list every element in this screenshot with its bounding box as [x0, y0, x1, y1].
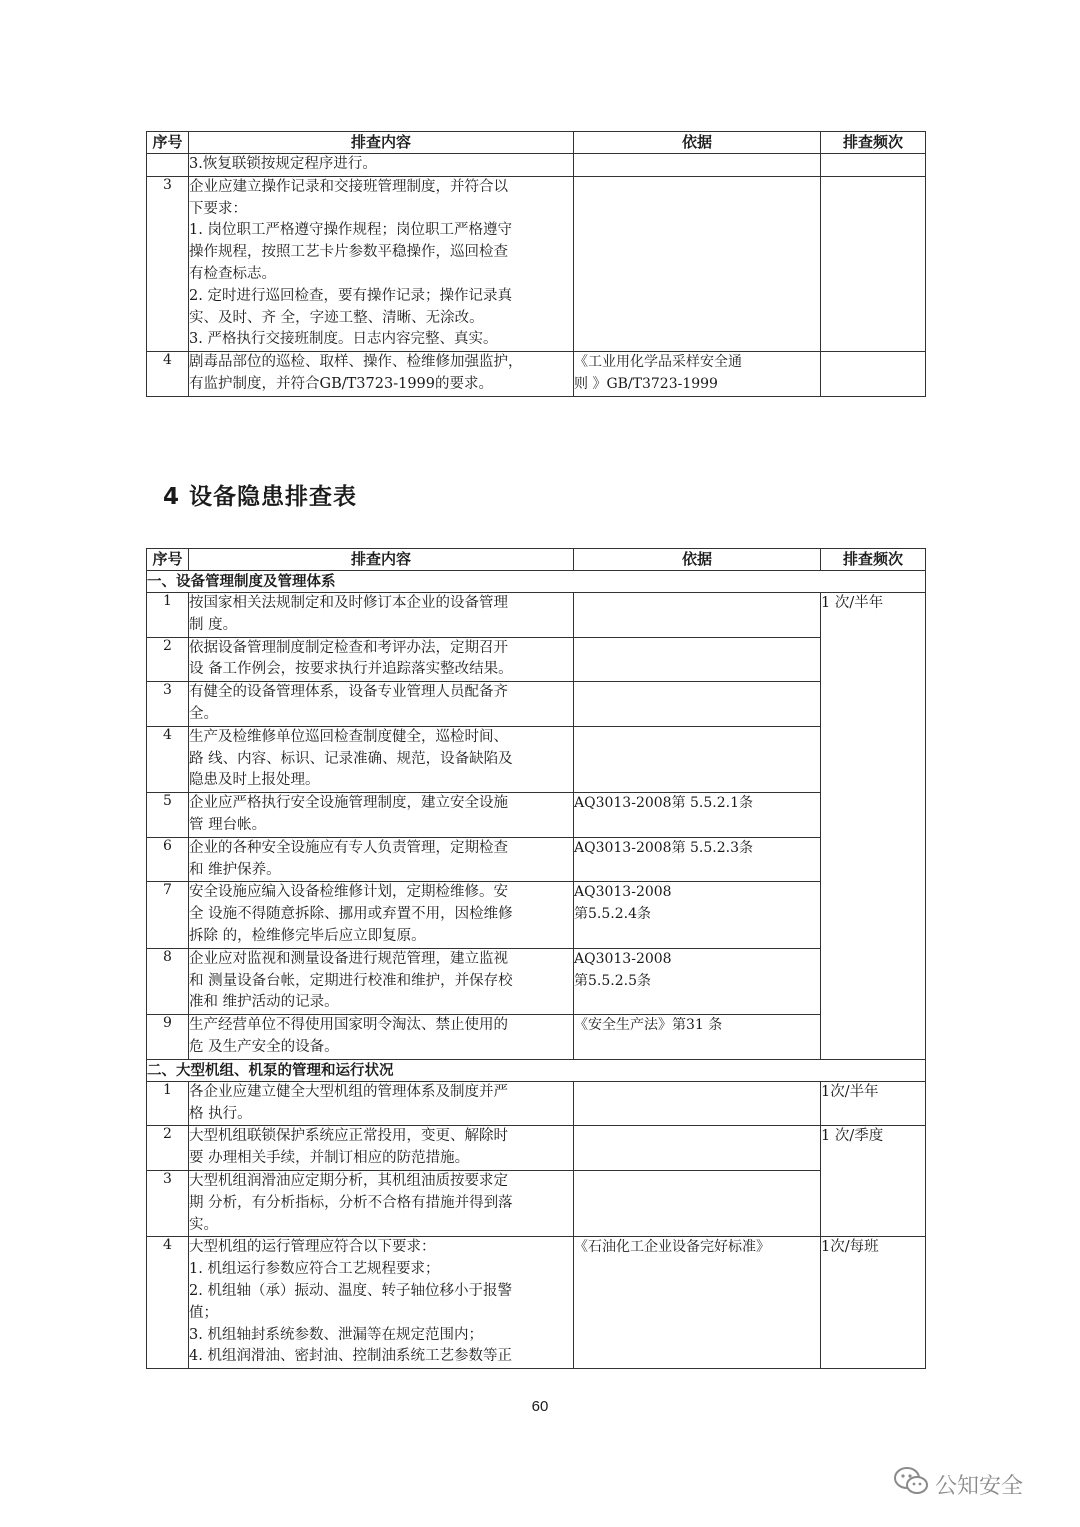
- row-freq: 1次/半年: [821, 1081, 926, 1126]
- content-line: 实、及时、齐 全，字迹工整、清晰、无涂改。: [189, 309, 484, 326]
- basis-line: 第5.5.2.5条: [574, 972, 651, 989]
- row-content: [189, 176, 574, 351]
- header-basis: 依据: [574, 549, 821, 571]
- basis-line: AQ3013-2008: [574, 950, 672, 967]
- header-content: 排查内容: [189, 132, 574, 154]
- table-row: [147, 793, 926, 838]
- table-row: [147, 352, 926, 397]
- row-no: 4: [147, 352, 189, 397]
- content-line: 准和 维护活动的记录。: [189, 994, 339, 1011]
- table-row: [147, 1237, 926, 1369]
- content-line: 3.恢复联锁按规定程序进行。: [189, 156, 377, 172]
- row-content: [189, 637, 574, 682]
- row-basis: [574, 837, 821, 882]
- header-no: 序号: [147, 549, 189, 571]
- row-content: [189, 726, 574, 792]
- basis-line: AQ3013-2008第 5.5.2.3条: [574, 839, 754, 856]
- basis-line: 第5.5.2.4条: [574, 906, 651, 923]
- table-row: [147, 637, 926, 682]
- row-basis: [574, 1081, 821, 1126]
- row-freq: 1 次/半年: [821, 593, 926, 1060]
- table-row: [147, 1015, 926, 1060]
- row-content: [189, 352, 574, 397]
- row-basis: [574, 352, 821, 397]
- row-basis: [574, 793, 821, 838]
- row-basis: [574, 726, 821, 792]
- table-row: [147, 1170, 926, 1236]
- table-row: [147, 176, 926, 351]
- row-content: [189, 154, 574, 177]
- content-line: 有健全的设备管理体系，设备专业管理人员配备齐: [189, 684, 508, 701]
- row-content: [189, 682, 574, 727]
- hazard-table-continued: [146, 131, 926, 397]
- content-line: 企业应建立操作记录和交接班管理制度，并符合以: [189, 178, 508, 195]
- content-line: 隐患及时上报处理。: [189, 772, 320, 789]
- row-content: [189, 1237, 574, 1369]
- header-freq: 排查频次: [821, 549, 926, 571]
- content-line: 2. 定时进行巡回检查，要有操作记录；操作记录真: [189, 287, 512, 304]
- section-heading: 一、设备管理制度及管理体系: [147, 571, 926, 593]
- row-basis: [574, 682, 821, 727]
- page-number: 60: [531, 1398, 549, 1415]
- content-line: 要 办理相关手续，并制订相应的防范措施。: [189, 1150, 470, 1167]
- table-row: [147, 1126, 926, 1171]
- content-line: 生产经营单位不得使用国家明令淘汰、禁止使用的: [189, 1017, 508, 1034]
- row-no: 7: [147, 882, 189, 948]
- section-title: 4 设备隐患排查表: [163, 484, 358, 510]
- row-basis: [574, 176, 821, 351]
- content-line: 安全设施应编入设备检维修计划，定期检维修。安: [189, 884, 508, 901]
- row-freq: [821, 176, 926, 351]
- basis-line: 《工业用化学品采样安全通: [574, 354, 742, 371]
- row-no: 6: [147, 837, 189, 882]
- row-content: [189, 882, 574, 948]
- table-row: [147, 726, 926, 792]
- content-line: 依据设备管理制度制定检查和考评办法，定期召开: [189, 639, 508, 656]
- content-line: 值；: [189, 1304, 218, 1321]
- row-no: 3: [147, 176, 189, 351]
- row-no: 2: [147, 1126, 189, 1171]
- content-line: 期 分析，有分析指标，分析不合格有措施并得到落: [189, 1194, 513, 1211]
- header-content: 排查内容: [189, 549, 574, 571]
- content-line: 4. 机组润滑油、密封油、控制油系统工艺参数等正: [189, 1348, 512, 1365]
- content-line: 管 理台帐。: [189, 816, 267, 833]
- content-line: 制 度。: [189, 616, 238, 633]
- content-line: 3. 严格执行交接班制度。日志内容完整、真实。: [189, 331, 498, 348]
- basis-line: AQ3013-2008第 5.5.2.1条: [574, 795, 754, 812]
- content-line: 操作规程，按照工艺卡片参数平稳操作，巡回检查: [189, 244, 508, 261]
- basis-line: AQ3013-2008: [574, 884, 672, 901]
- row-basis: [574, 1015, 821, 1060]
- header-basis: 依据: [574, 132, 821, 154]
- row-freq: [821, 352, 926, 397]
- row-no: 9: [147, 1015, 189, 1060]
- watermark-text: 公知安全: [935, 1473, 1024, 1499]
- row-basis: [574, 1237, 821, 1369]
- row-basis: [574, 948, 821, 1014]
- row-no: 4: [147, 1237, 189, 1369]
- row-freq: [821, 154, 926, 177]
- row-no: [147, 154, 189, 177]
- content-line: 3. 机组轴封系统参数、泄漏等在规定范围内；: [189, 1326, 483, 1343]
- row-content: [189, 593, 574, 638]
- row-basis: [574, 1126, 821, 1171]
- content-line: 按国家相关法规制定和及时修订本企业的设备管理: [189, 595, 508, 611]
- content-line: 实。: [189, 1216, 218, 1233]
- content-line: 下要求：: [189, 200, 247, 217]
- content-line: 1. 机组运行参数应符合工艺规程要求；: [189, 1261, 440, 1278]
- equipment-hazard-table: [146, 548, 926, 1369]
- row-no: 3: [147, 682, 189, 727]
- content-line: 生产及检维修单位巡回检查制度健全，巡检时间、: [189, 728, 508, 745]
- row-content: [189, 1081, 574, 1126]
- content-line: 路 线、内容、标识、记录准确、规范，设备缺陷及: [189, 750, 513, 767]
- row-content: [189, 1126, 574, 1171]
- row-content: [189, 948, 574, 1014]
- table-row: [147, 682, 926, 727]
- header-no: 序号: [147, 132, 189, 154]
- table-header-row: [147, 549, 926, 571]
- row-no: 1: [147, 593, 189, 638]
- content-line: 有检查标志。: [189, 265, 276, 282]
- row-no: 4: [147, 726, 189, 792]
- content-line: 设 备工作例会，按要求执行并追踪落实整改结果。: [189, 661, 513, 678]
- content-line: 和 测量设备台帐，定期进行校准和维护，并保存校: [189, 972, 513, 989]
- section-heading: 二、大型机组、机泵的管理和运行状况: [147, 1059, 926, 1081]
- table-row: [147, 882, 926, 948]
- watermark: [893, 1466, 1023, 1502]
- basis-line: 《安全生产法》第31 条: [574, 1017, 723, 1034]
- row-no: 2: [147, 637, 189, 682]
- row-freq: 1 次/季度: [821, 1126, 926, 1237]
- row-freq: 1次/每班: [821, 1237, 926, 1369]
- content-line: 企业的各种安全设施应有专人负责管理，定期检查: [189, 839, 508, 856]
- content-line: 全。: [189, 705, 218, 722]
- basis-line: 《石油化工企业设备完好标准》: [574, 1239, 770, 1256]
- content-line: 企业应严格执行安全设施管理制度，建立安全设施: [189, 795, 508, 812]
- content-line: 大型机组联锁保护系统应正常投用，变更、解除时: [189, 1128, 508, 1145]
- content-line: 拆除 的，检维修完毕后应立即复原。: [189, 927, 426, 944]
- content-line: 企业应对监视和测量设备进行规范管理，建立监视: [189, 950, 508, 967]
- content-line: 大型机组的运行管理应符合以下要求：: [189, 1239, 436, 1256]
- row-no: 8: [147, 948, 189, 1014]
- content-line: 有监护制度，并符合GB/T3723-1999的要求。: [189, 375, 493, 392]
- row-content: [189, 1170, 574, 1236]
- content-line: 2. 机组轴（承）振动、温度、转子轴位移小于报警: [189, 1282, 512, 1299]
- row-basis: [574, 882, 821, 948]
- section-row: [147, 571, 926, 593]
- row-no: 5: [147, 793, 189, 838]
- content-line: 格 执行。: [189, 1105, 252, 1122]
- row-basis: [574, 154, 821, 177]
- row-no: 1: [147, 1081, 189, 1126]
- header-freq: 排查频次: [821, 132, 926, 154]
- table-header-row: [147, 132, 926, 154]
- row-no: 3: [147, 1170, 189, 1236]
- content-line: 全 设施不得随意拆除、挪用或弃置不用，因检维修: [189, 906, 513, 923]
- content-line: 和 维护保养。: [189, 861, 281, 878]
- content-line: 剧毒品部位的巡检、取样、操作、检维修加强监护，: [189, 354, 523, 371]
- content-line: 危 及生产安全的设备。: [189, 1038, 339, 1055]
- basis-line: 则 》GB/T3723-1999: [574, 375, 718, 392]
- table-row: [147, 154, 926, 177]
- table-row: [147, 948, 926, 1014]
- wechat-icon: [893, 1466, 935, 1502]
- content-line: 大型机组润滑油应定期分析，其机组油质按要求定: [189, 1172, 508, 1189]
- content-line: 1. 岗位职工严格遵守操作规程；岗位职工严格遵守: [189, 222, 512, 239]
- table-row: [147, 1081, 926, 1126]
- row-basis: [574, 637, 821, 682]
- row-content: [189, 1015, 574, 1060]
- row-content: [189, 793, 574, 838]
- table-row: [147, 593, 926, 638]
- row-content: [189, 837, 574, 882]
- row-basis: [574, 593, 821, 638]
- table-row: [147, 837, 926, 882]
- row-basis: [574, 1170, 821, 1236]
- section-row: [147, 1059, 926, 1081]
- content-line: 各企业应建立健全大型机组的管理体系及制度并严: [189, 1083, 508, 1100]
